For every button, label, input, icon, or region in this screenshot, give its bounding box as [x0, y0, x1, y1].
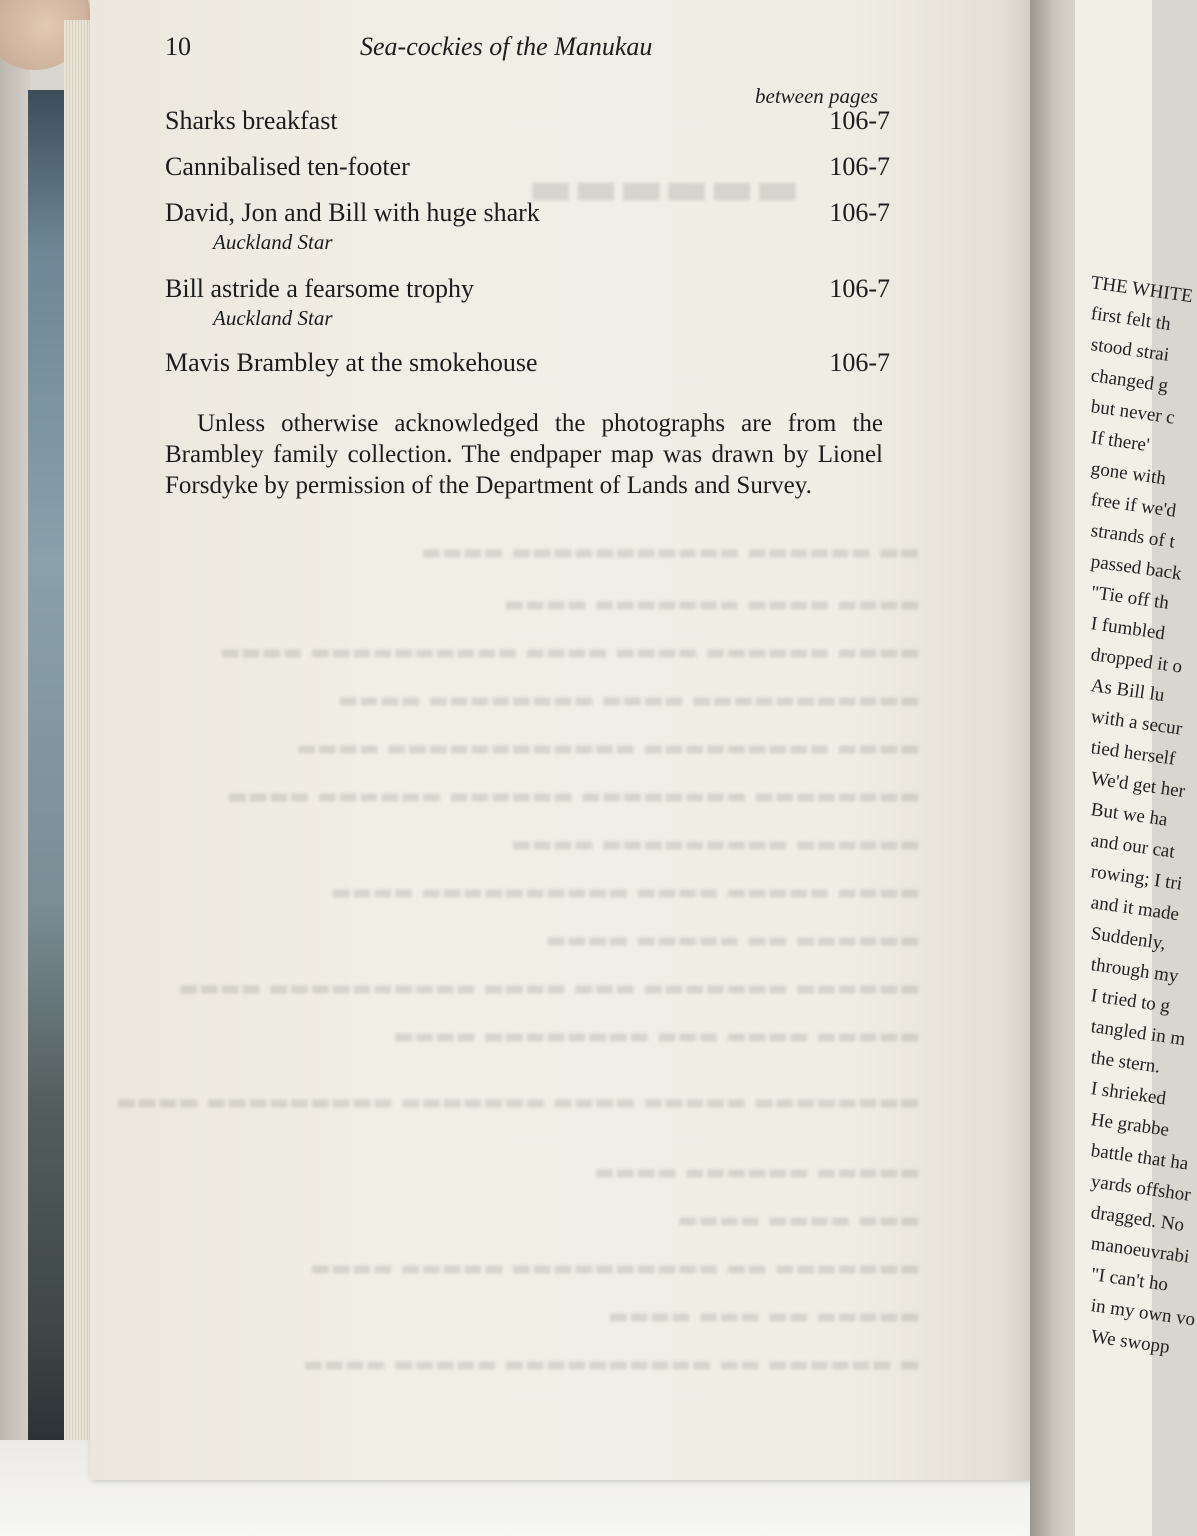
- facing-page-line: If there': [1089, 427, 1151, 457]
- list-item: [165, 348, 890, 378]
- illustration-pages: 106-7: [829, 152, 890, 181]
- illustration-pages: 106-7: [829, 106, 890, 135]
- facing-page-line: and it made: [1089, 892, 1181, 926]
- facing-page-line: passed back: [1089, 551, 1183, 585]
- column-heading: between pages: [755, 84, 879, 108]
- photo-credit: Auckland Star: [213, 306, 333, 330]
- illustration-pages: 106-7: [829, 348, 890, 377]
- facing-page-line: strands of t: [1089, 520, 1177, 553]
- facing-page-line: rowing; I tri: [1089, 861, 1184, 895]
- show-through-text: ▬▬▬▬▬▬ ▬▬ ▬▬▬▬▬▬ ▬▬▬▬▬▬▬▬▬▬▬ ▬▬▬▬ ▬▬▬▬ ▬▬▬▬ ▬▬▬▬▬▬▬ ▬▬▬▬ ▬▬▬▬ ▬▬▬▬▬▬ ▬▬▬▬ ▬▬▬▬ ▬▬▬▬▬▬▬▬▬▬ ▬▬▬▬ ▬▬▬▬▬▬▬▬▬▬▬ ▬▬▬▬ ▬▬▬▬▬▬▬▬ ▬▬▬▬ ▬▬▬▬ ▬▬▬▬▬▬▬▬▬ ▬▬▬▬▬▬▬▬▬▬▬▬ ▬▬▬▬ ▬▬▬▬▬▬▬▬ ▬▬▬▬▬▬▬▬ ▬▬▬▬▬▬ ▬▬▬▬▬▬ ▬▬▬▬ ▬▬▬▬▬▬ ▬▬▬▬▬▬▬▬▬ ▬▬▬▬ ▬▬▬▬ ▬▬▬▬▬ ▬▬▬▬ ▬▬▬▬▬▬▬▬▬▬ ▬▬▬▬ ▬▬▬▬▬▬ ▬▬ ▬▬▬▬▬ ▬▬▬▬ ▬▬▬▬▬▬ ▬▬▬▬▬▬▬ ▬▬▬ ▬▬▬▬ ▬▬▬▬▬▬▬▬▬▬ ▬▬▬▬ ▬▬▬▬▬ ▬▬▬▬ ▬▬▬ ▬▬▬▬▬▬▬▬ ▬▬▬▬ ▬▬▬▬▬▬▬▬ ▬▬▬▬▬ ▬▬▬▬ ▬▬▬▬▬▬▬ ▬▬▬▬▬▬▬▬▬ ▬▬▬▬ ▬▬▬▬▬ ▬▬▬▬▬▬ ▬▬▬▬ ▬▬▬ ▬▬▬▬ ▬▬▬▬ ▬▬▬▬▬▬▬ ▬▬ ▬▬▬▬▬▬▬▬▬▬ ▬▬▬▬▬ ▬▬▬▬ ▬▬▬▬▬ ▬▬ ▬▬▬ ▬▬▬▬ ▬ ▬▬▬▬▬▬ ▬▬ ▬▬▬▬▬▬▬▬▬▬ ▬▬▬▬▬ ▬▬▬▬: [115, 160, 920, 1377]
- facing-page-line: the stern.: [1089, 1047, 1162, 1078]
- facing-page-line: but never c: [1089, 396, 1177, 429]
- facing-page-line: We'd get her: [1089, 768, 1187, 803]
- facing-page-line: changed g: [1089, 365, 1170, 397]
- facing-page-line: tangled in m: [1089, 1016, 1187, 1051]
- illustration-pages: 106-7: [829, 198, 890, 227]
- acknowledgement-note: Unless otherwise acknowledged the photographs are from the Brambley family collection. The endpaper map was drawn by Lionel Forsdyke by permission of the Department of Lands and Survey.: [165, 410, 883, 499]
- facing-page-line: I shrieked: [1089, 1078, 1168, 1110]
- facing-page-line: through my: [1089, 954, 1180, 988]
- running-head: Sea-cockies of the Manukau: [360, 32, 653, 61]
- facing-page-line: in my own vo: [1089, 1295, 1197, 1331]
- facing-page-line: I fumbled: [1089, 613, 1167, 645]
- facing-page-line: dragged. No: [1089, 1202, 1186, 1236]
- facing-page-line: manoeuvrabi: [1089, 1233, 1191, 1268]
- facing-page-line: and our cat: [1089, 830, 1177, 863]
- facing-page-line: gone with: [1089, 458, 1168, 490]
- facing-page-line: We swopp: [1089, 1326, 1171, 1358]
- photo-credit: Auckland Star: [213, 230, 333, 254]
- page-number: 10: [165, 32, 191, 61]
- facing-page-line: THE WHITE: [1089, 272, 1195, 308]
- facing-page-line: I tried to g: [1089, 985, 1172, 1017]
- list-item: [165, 274, 890, 331]
- facing-page-line: with a secur: [1089, 706, 1184, 740]
- illustration-title: Bill astride a fearsome trophy: [165, 274, 475, 303]
- illustration-title: David, Jon and Bill with huge shark: [165, 198, 540, 227]
- facing-page-line: yards offshor: [1089, 1171, 1192, 1206]
- illustration-pages: 106-7: [829, 274, 890, 303]
- facing-page-line: But we ha: [1089, 799, 1169, 831]
- facing-page-line: battle that ha: [1089, 1140, 1190, 1175]
- facing-page-line: Suddenly,: [1089, 923, 1168, 955]
- list-item: [165, 152, 890, 182]
- illustration-title: Cannibalised ten-footer: [165, 152, 410, 181]
- illustration-title: Sharks breakfast: [165, 106, 338, 135]
- list-item: [165, 106, 890, 136]
- illustration-title: Mavis Brambley at the smokehouse: [165, 348, 538, 377]
- facing-page-line: tied herself: [1089, 737, 1177, 770]
- facing-page-line: As Bill lu: [1089, 675, 1166, 707]
- facing-page-line: dropped it o: [1089, 644, 1184, 678]
- facing-page-line: stood strai: [1089, 334, 1171, 366]
- shelf-background: [0, 0, 30, 1536]
- facing-page-line: free if we'd: [1089, 489, 1178, 522]
- facing-page: [1075, 0, 1197, 1536]
- facing-page-line: He grabbe: [1089, 1109, 1171, 1141]
- facing-page-line: "I can't ho: [1089, 1264, 1170, 1296]
- facing-page-line: "Tie off th: [1089, 582, 1171, 614]
- facing-page-line: first felt th: [1089, 303, 1172, 336]
- list-item: [165, 198, 890, 255]
